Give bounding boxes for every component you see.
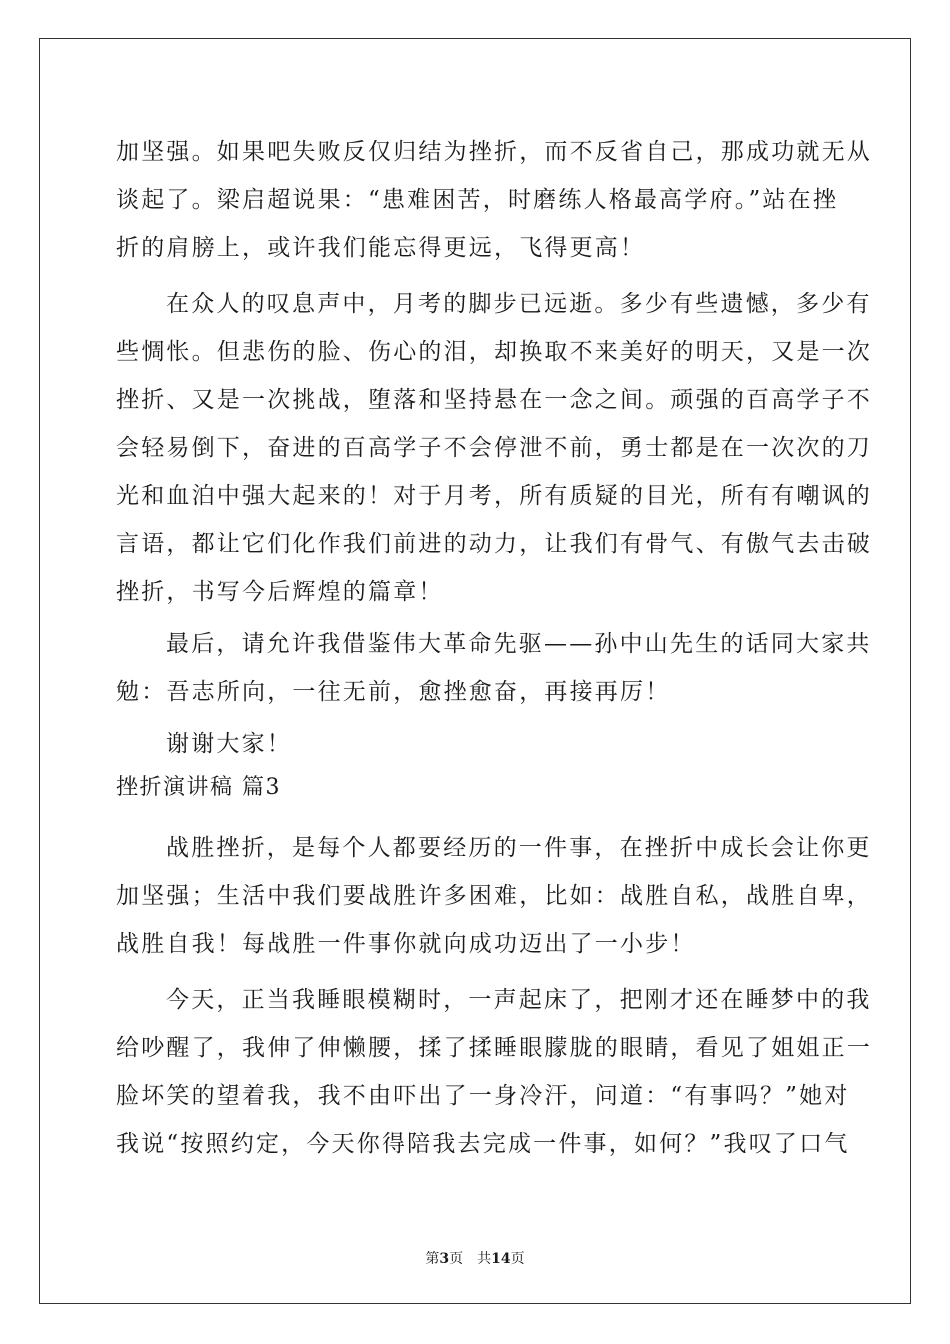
text-line: 给吵醒了，我伸了伸懒腰，揉了揉睡眼朦胧的眼睛，看见了姐姐正一 (116, 1035, 872, 1061)
page-footer (0, 1248, 950, 1268)
paragraph-start-line: 最后，请允许我借鉴伟大革命先驱——孙中山先生的话同大家共 (166, 631, 872, 657)
text-line: 战胜自我！每战胜一件事你就向成功迈出了一小步！ (116, 931, 696, 957)
footer-page-number: 3 (439, 1251, 450, 1267)
text-line: 折的肩膀上，或许我们能忘得更远，飞得更高！ (116, 235, 646, 261)
text-line: 加坚强。如果吧失败反仅归结为挫折，而不反省自己，那成功就无从 (116, 139, 872, 165)
footer-middle: 页 共 (449, 1251, 492, 1267)
text-line: 些惆怅。但悲伤的脸、伤心的泪，却换取不来美好的明天，又是一次 (116, 339, 872, 365)
text-line: 挫折、又是一次挑战，堕落和坚持悬在一念之间。顽强的百高学子不 (116, 387, 872, 413)
text-line: 勉：吾志所向，一往无前，愈挫愈奋，再接再厉！ (116, 679, 671, 705)
paragraph-start-line: 在众人的叹息声中，月考的脚步已远逝。多少有些遗憾，多少有 (166, 291, 872, 317)
text-line: 光和血泊中强大起来的！对于月考，所有质疑的目光，所有有嘲讽的 (116, 483, 872, 509)
text-line: 加坚强；生活中我们要战胜许多困难，比如：战胜自私，战胜自卑， (116, 883, 872, 909)
section-heading: 挫折演讲稿 篇3 (116, 775, 281, 800)
footer-suffix: 页 (510, 1251, 525, 1267)
text-line: 会轻易倒下，奋进的百高学子不会停泄不前，勇士都是在一次次的刀 (116, 435, 872, 461)
footer-prefix: 第 (425, 1251, 440, 1267)
document-body (116, 128, 872, 1168)
text-line: 谈起了。梁启超说果：“患难困苦，时磨练人格最高学府。”站在挫 (116, 187, 839, 213)
paragraph-start-line: 战胜挫折，是每个人都要经历的一件事，在挫折中成长会让你更 (166, 835, 872, 861)
text-line: 我说“按照约定，今天你得陪我去完成一件事，如何？”我叹了口气 (116, 1131, 850, 1157)
text-line: 挫折，书写今后辉煌的篇章！ (116, 579, 444, 605)
closing-line: 谢谢大家！ (166, 731, 292, 757)
footer-total-pages: 14 (491, 1251, 511, 1267)
text-line: 脸坏笑的望着我，我不由吓出了一身冷汗，问道：“有事吗？”她对 (116, 1083, 850, 1109)
paragraph-start-line: 今天，正当我睡眼模糊时，一声起床了，把刚才还在睡梦中的我 (166, 987, 872, 1013)
text-line: 言语，都让它们化作我们前进的动力，让我们有骨气、有傲气去击破 (116, 531, 872, 557)
